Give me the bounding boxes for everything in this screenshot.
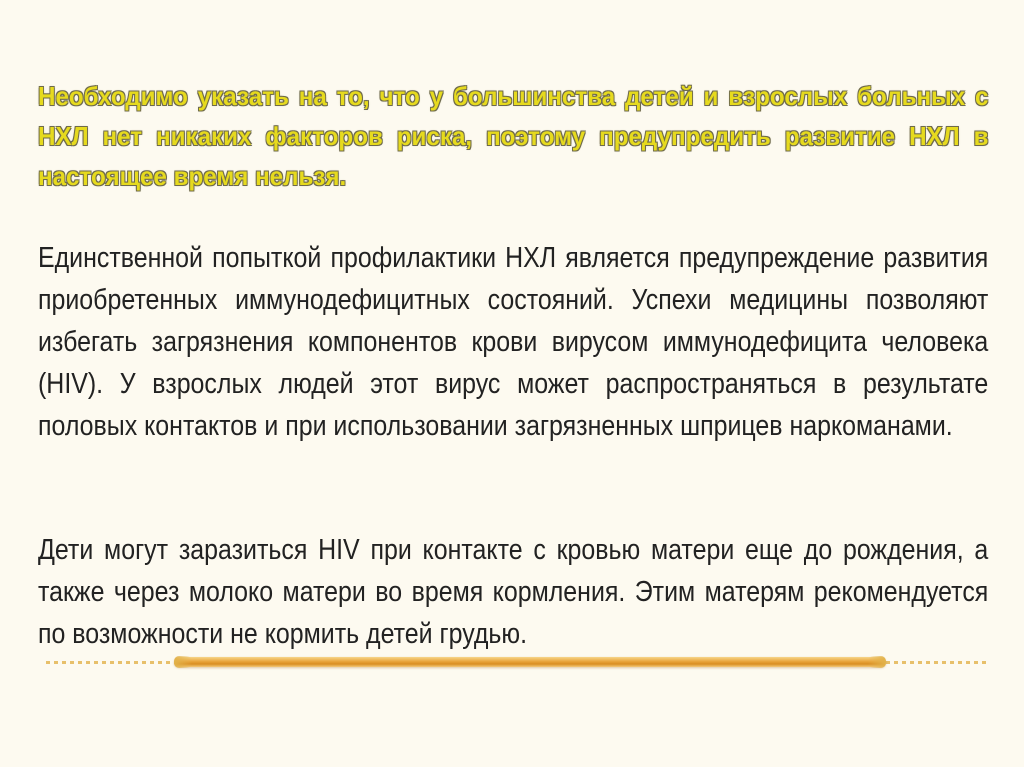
intro-paragraph — [38, 76, 988, 196]
children-paragraph: Дети могут заразиться HIV при контакте с кровью матери еще до рождения, а также через молоко матери во время кормления. Этим матерям рекомендуется по возможности не кормить детей грудью. — [38, 534, 989, 650]
intro-text: Необходимо указать на то, что у большинства детей и взрослых больных с НХЛ нет никаких факторов риска, поэтому предупредить развитие НХЛ в настоящее время нельзя. — [38, 81, 989, 191]
decorative-divider — [46, 656, 988, 668]
divider-bar — [174, 657, 886, 667]
prevention-paragraph: Единственной попыткой профилактики НХЛ является предупреждение развития приобретенных иммунодефицитных состояний. Успехи медицины позволяют избегать загрязнения компонентов крови вирусом иммунодефицита человека (HIV). У взрослых людей этот вирус может распространяться в результате половых контактов и при использовании загрязненных шприцев наркоманами. — [38, 242, 989, 442]
